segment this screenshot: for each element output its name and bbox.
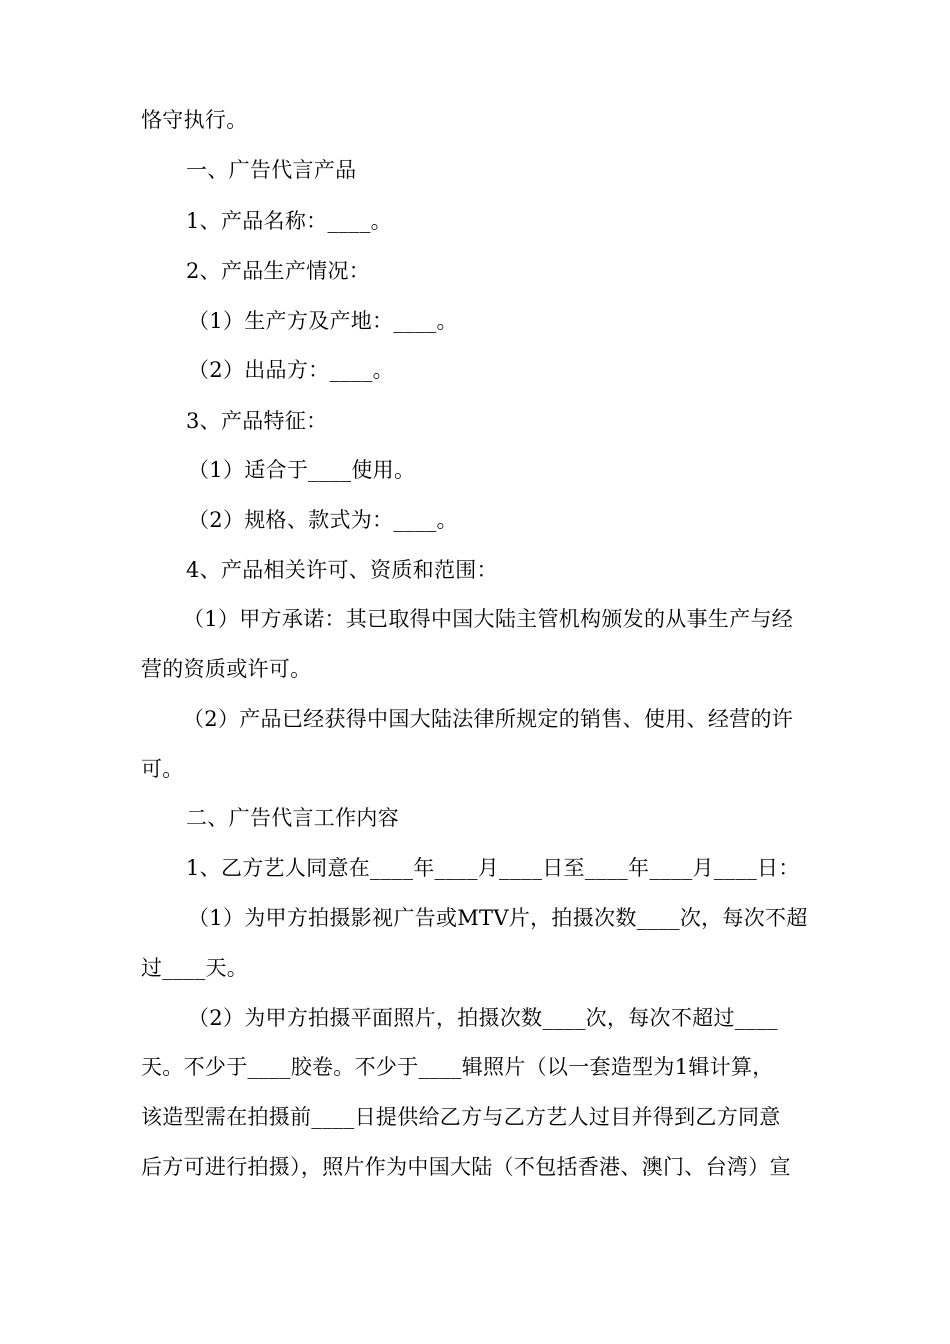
- paragraph-line: 可。: [141, 757, 184, 781]
- paragraph-line: （1）适合于____使用。: [188, 458, 416, 482]
- paragraph-line: 2、产品生产情况：: [186, 259, 371, 283]
- paragraph-line: （2）规格、款式为：____。: [188, 508, 458, 532]
- section-heading: 二、广告代言工作内容: [186, 806, 399, 830]
- paragraph-line: 1、产品名称：____。: [186, 209, 392, 233]
- paragraph-line: （2）为甲方拍摄平面照片，拍摄次数____次，每次不超过____: [188, 1006, 778, 1030]
- paragraph-line: 后方可进行拍摄），照片作为中国大陆（不包括香港、澳门、台湾）宣: [141, 1155, 791, 1179]
- paragraph-line: （1）甲方承诺：其已取得中国大陆主管机构颁发的从事生产与经: [183, 607, 794, 631]
- paragraph-line: 3、产品特征：: [186, 409, 328, 433]
- paragraph-line: 过____天。: [141, 956, 249, 980]
- paragraph-line: 天。不少于____胶卷。不少于____辑照片（以一套造型为1辑计算，: [141, 1055, 774, 1079]
- paragraph-line: （2）出品方：____。: [188, 358, 394, 382]
- paragraph-line: （1）生产方及产地：____。: [188, 309, 458, 333]
- paragraph-line: （2）产品已经获得中国大陆法律所规定的销售、使用、经营的许: [183, 707, 794, 731]
- paragraph-line: （1）为甲方拍摄影视广告或MTV片，拍摄次数____次，每次不超: [188, 906, 808, 930]
- paragraph-line: 1、乙方艺人同意在____年____月____日至____年____月____日：: [186, 856, 800, 880]
- paragraph-line: 4、产品相关许可、资质和范围：: [186, 558, 498, 582]
- paragraph-line: 该造型需在拍摄前____日提供给乙方与乙方艺人过目并得到乙方同意: [141, 1105, 781, 1129]
- paragraph-line: 营的资质或许可。: [141, 657, 312, 681]
- paragraph-line: 恪守执行。: [141, 108, 248, 132]
- section-heading: 一、广告代言产品: [186, 158, 357, 182]
